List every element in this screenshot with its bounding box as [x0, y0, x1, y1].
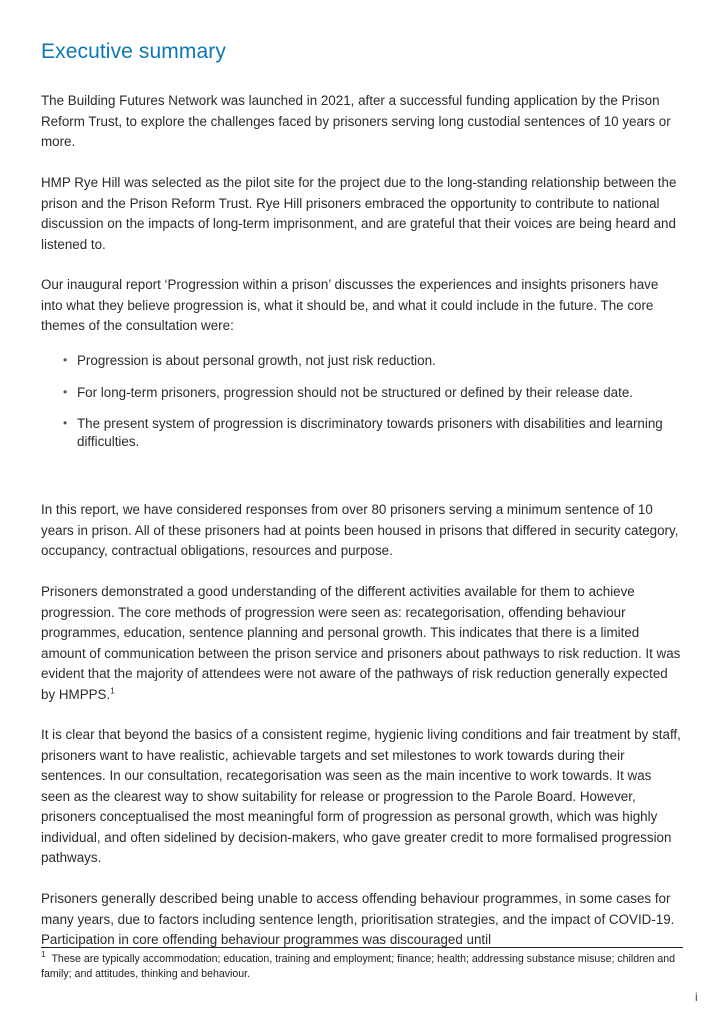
- bullet-text: For long-term prisoners, progression should not be structured or defined by their release date.: [77, 384, 634, 400]
- core-themes-list: [63, 352, 675, 464]
- footnote: [41, 952, 681, 982]
- paragraph-4: In this report, we have considered responses from over 80 prisoners serving a minimum sentence of 10 years in prison. All of these prisoners had at points been housed in prisons that differed in security category, occupancy, contractual obligations, resources and purpose.: [41, 502, 679, 558]
- paragraph-2: HMP Rye Hill was selected as the pilot site for the project due to the long-standing relationship between the prison and the Prison Reform Trust. Rye Hill prisoners embraced the opportunity to contribute to national discussion on the impacts of long-term imprisonment, and are grateful that their voices are being heard and listened to.: [41, 175, 677, 252]
- bullet-icon: •: [63, 384, 68, 399]
- bullet-icon: •: [63, 416, 68, 430]
- bullet-text: Progression is about personal growth, not just risk reduction.: [77, 353, 436, 368]
- paragraph-5: [41, 582, 681, 705]
- paragraph-3: Our inaugural report ‘Progression within a prison’ discusses the experiences and insights prisoners have into what they believe progression is, what it should be, and what it could include in the future. The core themes of the consultation were:: [41, 277, 659, 333]
- page-number: i: [695, 990, 698, 1004]
- list-item: [63, 415, 675, 450]
- footnote-marker: 1: [41, 950, 46, 960]
- footnote-divider: [41, 947, 683, 948]
- paragraph-5-text: Prisoners demonstrated a good understanding of the different activities available for them to achieve progression. The core methods of progression were seen as: recategorisation, offending behaviour programmes, education, sentence planning and personal growth. This indicates that there is a limited amount of communication between the prison service and prisoners about pathways to risk reduction. It was evident that the majority of attendees were not aware of the pathways of risk reduction generally expected by HMPPS.: [41, 584, 681, 702]
- page-title: Executive summary: [41, 40, 226, 63]
- footnote-reference: 1: [110, 686, 115, 696]
- paragraph-6: It is clear that beyond the basics of a consistent regime, hygienic living conditions and fair treatment by staff, prisoners want to have realistic, achievable targets and set milestones to work towards during their sentences. In our consultation, recategorisation was seen as the main incentive to work towards. It was seen as the clearest way to show suitability for release or progression to the Parole Board. However, prisoners conceptualised the most meaningful form of progression as personal growth, which was highly individual, and often sidelined by decision-makers, who gave greater credit to more formalised progression pathways.: [41, 727, 681, 865]
- list-item: [63, 384, 675, 402]
- bullet-text: The present system of progression is discriminatory towards prisoners with disabilities and learning difficulties.: [77, 416, 663, 449]
- paragraph-1: The Building Futures Network was launched in 2021, after a successful funding application by the Prison Reform Trust, to explore the challenges faced by prisoners serving long custodial sentences of 10 years or more.: [41, 93, 671, 149]
- footnote-text: These are typically accommodation; education, training and employment; finance; health; addressing substance misuse; children and family; and attitudes, thinking and behaviour.: [41, 953, 676, 980]
- paragraph-7: Prisoners generally described being unable to access offending behaviour programmes, in some cases for many years, due to factors including sentence length, prioritisation strategies, and the impact of COVID-19. Participation in core offending behaviour programmes was discouraged until: [41, 891, 675, 947]
- bullet-icon: •: [63, 353, 68, 367]
- list-item: [63, 352, 675, 370]
